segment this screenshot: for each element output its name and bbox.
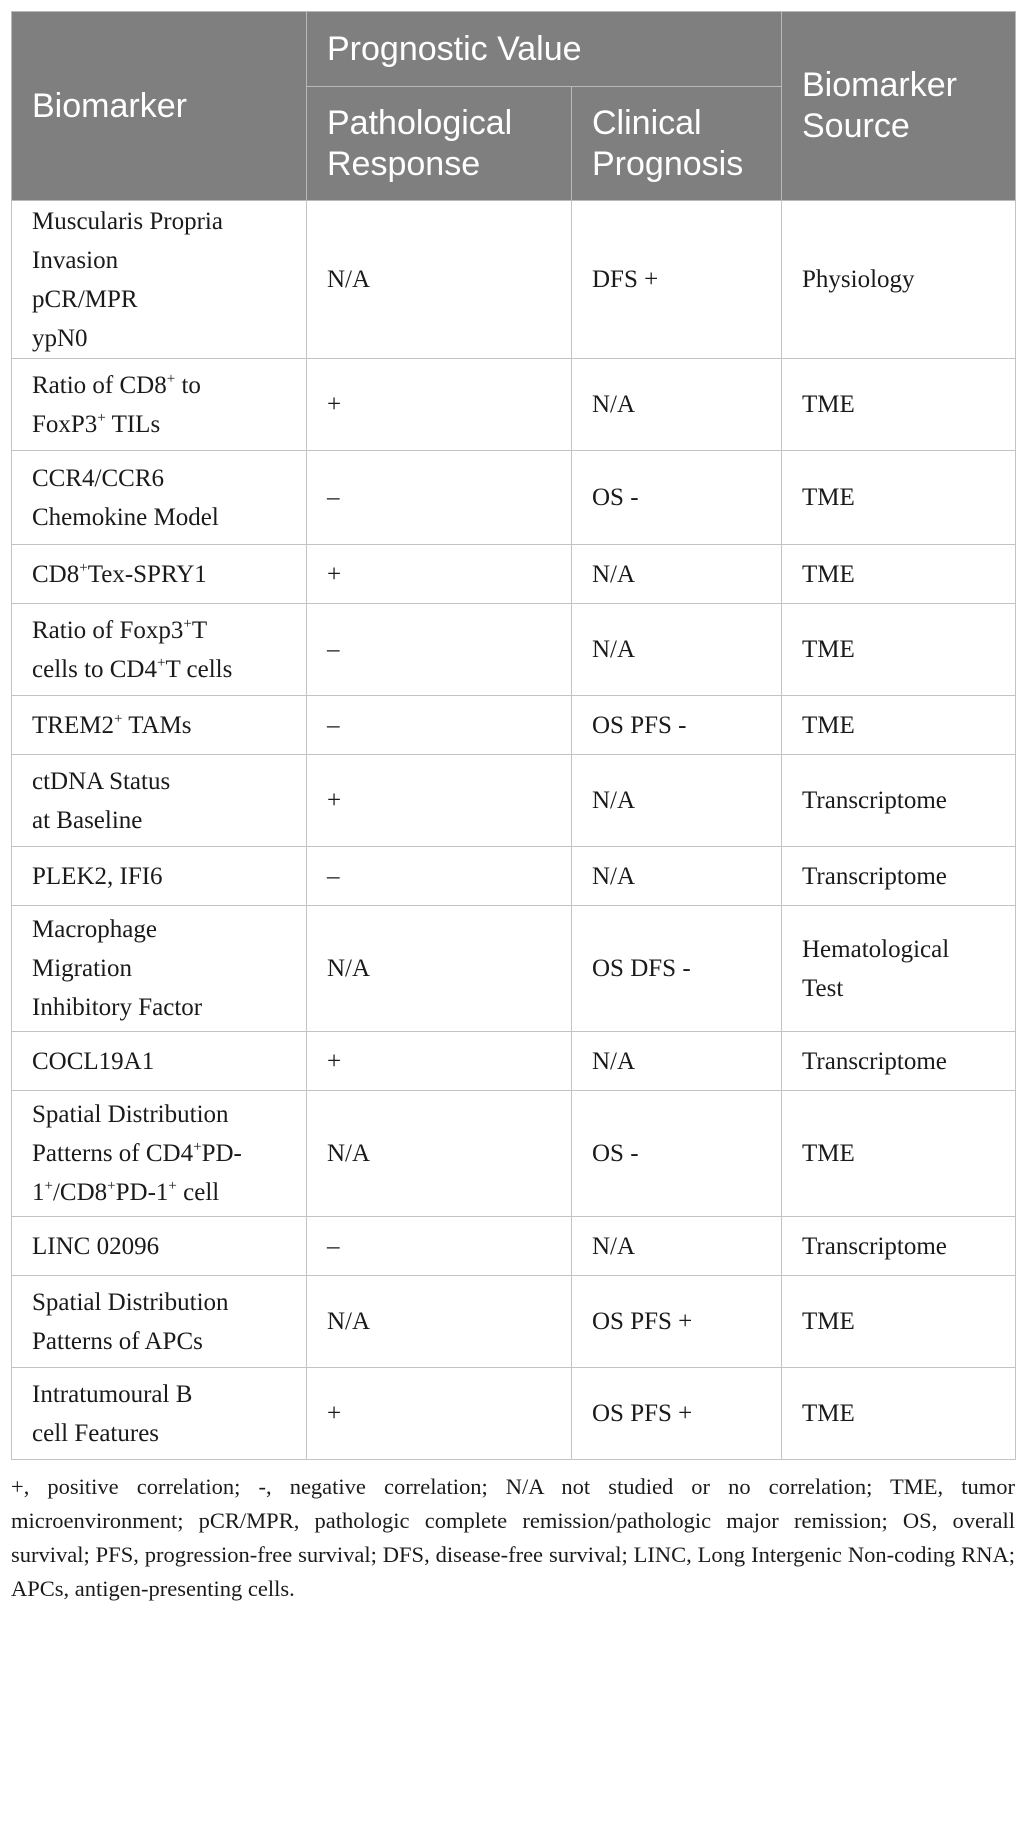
cell-clinical-prognosis: OS PFS -: [572, 696, 782, 755]
cell-line: TME: [802, 560, 855, 588]
cell-clinical-prognosis: OS PFS +: [572, 1368, 782, 1460]
cell-line: FoxP3+ TILs: [32, 409, 161, 438]
table-row: [12, 755, 1016, 847]
cell-biomarker-source: [782, 755, 1016, 847]
cell-clinical-prognosis: N/A: [572, 1032, 782, 1091]
cell-line: CCR4/CCR6: [32, 464, 164, 492]
cell-pathological-response: +: [307, 545, 572, 604]
cell-line: TREM2+ TAMs: [32, 710, 192, 739]
cell-biomarker: [12, 1217, 307, 1276]
table-row: [12, 545, 1016, 604]
cell-line: Transcriptome: [802, 787, 947, 814]
cell-clinical-prognosis: N/A: [572, 847, 782, 906]
cell-biomarker: [12, 906, 307, 1032]
table-row: [12, 201, 1016, 359]
cell-line: LINC 02096: [32, 1232, 160, 1260]
table-row: [12, 604, 1016, 696]
cell-biomarker: [12, 359, 307, 451]
cell-line: TME: [802, 1140, 855, 1167]
cell-pathological-response: –: [307, 451, 572, 545]
cell-line: Intratumoural B: [32, 1380, 193, 1408]
cell-biomarker: [12, 847, 307, 906]
cell-pathological-response: +: [307, 1368, 572, 1460]
cell-line: Transcriptome: [802, 862, 947, 890]
header-row-top: [12, 12, 1016, 87]
cell-line: cells to CD4+T cells: [32, 654, 233, 683]
cell-biomarker: [12, 201, 307, 359]
cell-clinical-prognosis: DFS +: [572, 201, 782, 359]
cell-line: COCL19A1: [32, 1047, 155, 1075]
header-prognostic-value: Prognostic Value: [307, 12, 782, 87]
cell-biomarker: [12, 755, 307, 847]
cell-biomarker-source: [782, 545, 1016, 604]
cell-line: Patterns of APCs: [32, 1327, 203, 1355]
cell-line: CD8+Tex-SPRY1: [32, 559, 207, 588]
table-container: [11, 11, 1015, 1606]
cell-clinical-prognosis: N/A: [572, 604, 782, 696]
table-row: [12, 1032, 1016, 1091]
cell-line: Chemokine Model: [32, 503, 219, 531]
cell-line: Patterns of CD4+PD-: [32, 1139, 242, 1167]
header-line: Biomarker: [802, 66, 957, 104]
cell-line: ypN0: [32, 324, 88, 352]
cell-line: 1+/CD8+PD-1+ cell: [32, 1178, 220, 1206]
cell-biomarker-source: [782, 847, 1016, 906]
header-line: Pathological: [327, 103, 513, 142]
cell-line: Transcriptome: [802, 1047, 947, 1075]
header-clinical-prognosis: [572, 87, 782, 201]
cell-line: TME: [802, 391, 855, 418]
cell-line: at Baseline: [32, 806, 143, 834]
cell-biomarker: [12, 545, 307, 604]
cell-clinical-prognosis: OS -: [572, 1091, 782, 1217]
cell-clinical-prognosis: N/A: [572, 1217, 782, 1276]
cell-line: Spatial Distribution: [32, 1101, 229, 1128]
cell-line: Muscularis Propria: [32, 207, 223, 235]
cell-biomarker: [12, 1368, 307, 1460]
table-row: [12, 359, 1016, 451]
cell-line: pCR/MPR: [32, 285, 138, 313]
cell-line: Migration: [32, 955, 132, 982]
cell-pathological-response: –: [307, 847, 572, 906]
cell-clinical-prognosis: OS PFS +: [572, 1276, 782, 1368]
table-footnote: +, positive correlation; -, negative correlation; N/A not studied or no correlation; TME, tumor microenvironment; pCR/MPR, pathologic complete remission/pathologic major remission; OS, overall survival; PFS, progression-free survival; DFS, disease-free survival; LINC, Long Intergenic Non-coding RNA; APCs, antigen-presenting cells.: [11, 1474, 1015, 1601]
table-row: [12, 696, 1016, 755]
table-body: [12, 201, 1016, 1460]
cell-pathological-response: +: [307, 359, 572, 451]
cell-line: Inhibitory Factor: [32, 994, 203, 1021]
cell-clinical-prognosis: OS DFS -: [572, 906, 782, 1032]
cell-biomarker-source: [782, 1368, 1016, 1460]
cell-biomarker: [12, 451, 307, 545]
cell-line: PLEK2, IFI6: [32, 862, 163, 890]
cell-line: Ratio of CD8+ to: [32, 370, 201, 399]
cell-biomarker-source: [782, 604, 1016, 696]
cell-line: TME: [802, 1400, 855, 1427]
biomarker-table: [11, 11, 1016, 1460]
header-line: Source: [802, 107, 910, 145]
cell-biomarker-source: [782, 359, 1016, 451]
header-line: Response: [327, 144, 481, 183]
cell-line: Macrophage: [32, 916, 157, 943]
cell-line: Spatial Distribution: [32, 1288, 229, 1316]
cell-line: TME: [802, 636, 855, 663]
header-line: Clinical: [592, 103, 702, 142]
cell-line: Invasion: [32, 246, 119, 274]
table-row: [12, 1276, 1016, 1368]
cell-line: Ratio of Foxp3+T: [32, 615, 208, 644]
table-row: [12, 451, 1016, 545]
cell-biomarker: [12, 696, 307, 755]
cell-biomarker-source: [782, 1091, 1016, 1217]
cell-pathological-response: –: [307, 696, 572, 755]
cell-biomarker-source: [782, 201, 1016, 359]
cell-line: TME: [802, 484, 855, 511]
cell-pathological-response: –: [307, 1217, 572, 1276]
cell-biomarker-source: [782, 1032, 1016, 1091]
cell-line: Test: [802, 974, 844, 1002]
header-line: Prognosis: [592, 144, 744, 183]
cell-line: Physiology: [802, 266, 915, 293]
cell-pathological-response: N/A: [307, 906, 572, 1032]
cell-line: cell Features: [32, 1419, 160, 1447]
cell-biomarker-source: [782, 906, 1016, 1032]
cell-line: Transcriptome: [802, 1232, 947, 1260]
cell-biomarker-source: [782, 1217, 1016, 1276]
table-row: [12, 1091, 1016, 1217]
cell-line: Hematological: [802, 935, 950, 963]
table-row: [12, 906, 1016, 1032]
cell-clinical-prognosis: N/A: [572, 359, 782, 451]
cell-pathological-response: N/A: [307, 1091, 572, 1217]
cell-line: ctDNA Status: [32, 767, 171, 795]
cell-biomarker-source: [782, 1276, 1016, 1368]
table-row: [12, 847, 1016, 906]
cell-pathological-response: N/A: [307, 1276, 572, 1368]
cell-biomarker: [12, 1276, 307, 1368]
cell-pathological-response: +: [307, 1032, 572, 1091]
cell-clinical-prognosis: N/A: [572, 545, 782, 604]
table-row: [12, 1217, 1016, 1276]
cell-pathological-response: +: [307, 755, 572, 847]
cell-biomarker-source: [782, 696, 1016, 755]
cell-pathological-response: N/A: [307, 201, 572, 359]
cell-pathological-response: –: [307, 604, 572, 696]
cell-biomarker: [12, 604, 307, 696]
cell-line: TME: [802, 711, 855, 739]
cell-biomarker-source: [782, 451, 1016, 545]
header-biomarker-source: [782, 12, 1016, 201]
table-row: [12, 1368, 1016, 1460]
cell-clinical-prognosis: N/A: [572, 755, 782, 847]
cell-biomarker: [12, 1091, 307, 1217]
header-biomarker: Biomarker: [12, 12, 307, 201]
cell-line: TME: [802, 1308, 855, 1335]
header-pathological-response: [307, 87, 572, 201]
cell-clinical-prognosis: OS -: [572, 451, 782, 545]
cell-biomarker: [12, 1032, 307, 1091]
